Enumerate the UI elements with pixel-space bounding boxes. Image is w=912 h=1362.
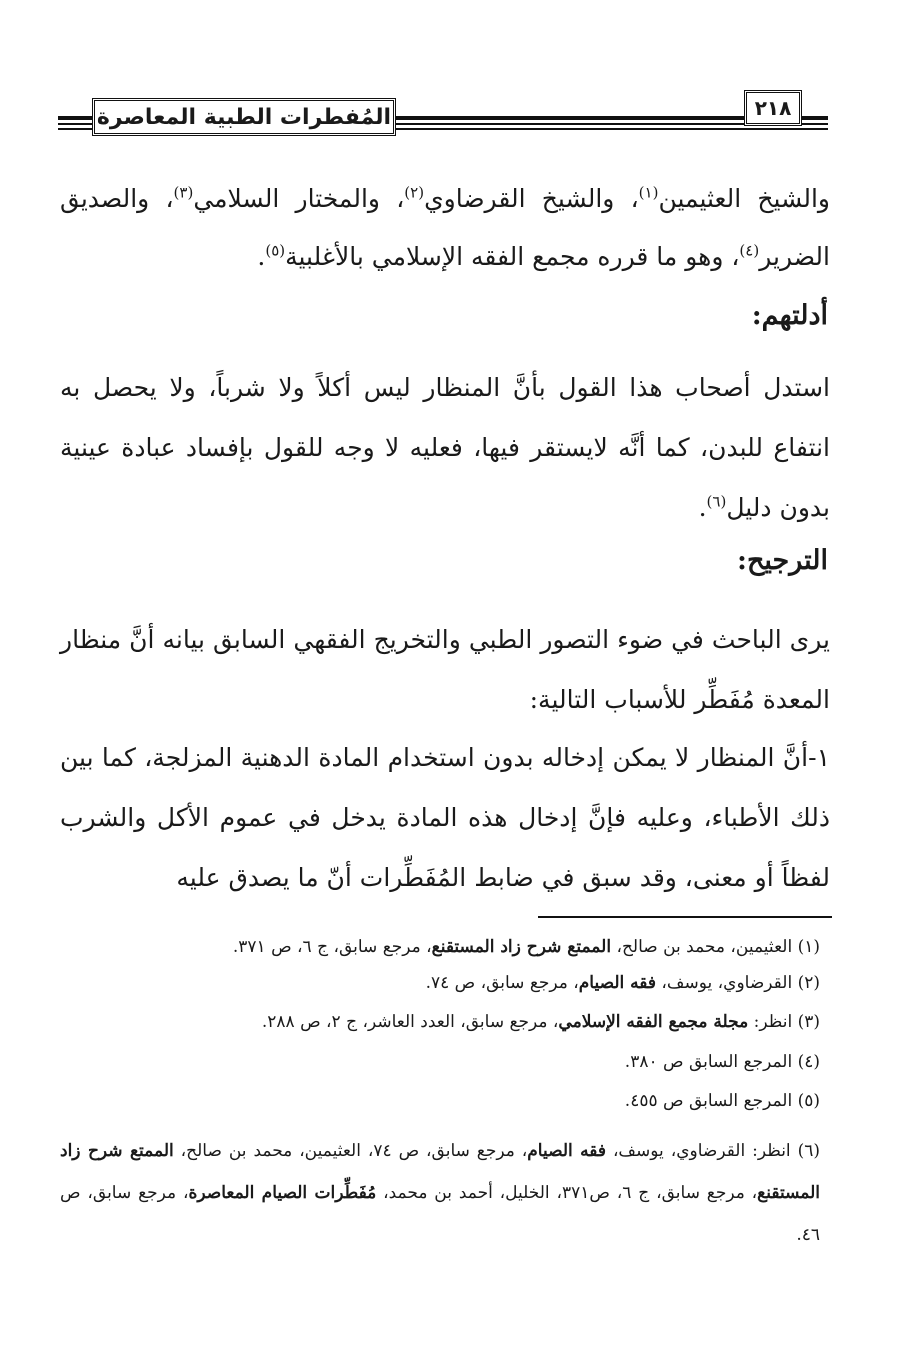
footnote-ref[interactable]: (٥) — [265, 241, 286, 260]
running-title: المُفطرات الطبية المعاصرة — [92, 98, 396, 136]
footnote-ref[interactable]: (٣) — [173, 183, 194, 202]
paragraph-scholars: والشيخ العثيمين$^{(١)}$، والشيخ القرضاوي$^{(٢)}$، والمختار السلامي$^{(٣)}$، والصديق الضرير$^{(٤)}$، وهو ما قرره مجمع الفقه الإسلامي بالأغلبية$^{(٥)}$. — [60, 183, 831, 271]
page-header — [58, 84, 828, 140]
paragraph-preference: يرى الباحث في ضوء التصور الطبي والتخريج الفقهي السابق بيانه أنَّ منظار المعدة مُفَطِّر للأسباب التالية: — [60, 625, 830, 714]
footnote-4: (٤) المرجع السابق ص ٣٨٠. — [624, 1052, 820, 1072]
footnote-ref[interactable]: (٤) — [739, 241, 760, 260]
footnote-1: (١) العثيمين، محمد بن صالح، الممتع شرح زاد المستقنع، مرجع سابق، ج ٦، ص ٣٧١. — [232, 937, 820, 957]
section-heading-evidence: أدلتهم: — [751, 300, 828, 331]
footnote-3: (٣) انظر: مجلة مجمع الفقه الإسلامي، مرجع سابق، العدد العاشر، ج ٢، ص ٢٨٨. — [261, 1012, 820, 1032]
section-heading-preference: الترجيح: — [736, 545, 828, 576]
paragraph-reason-1: ١-أنَّ المنظار لا يمكن إدخاله بدون استخدام المادة الدهنية المزلجة، كما بين ذلك الأطباء، وعليه فإنَّ إدخال هذه المادة يدخل في عموم الأكل والشرب لفظاً أو معنى، وقد سبق في ضابط المُفَطِّرات أنّ ما يصدق عليه — [60, 743, 830, 892]
footnote-separator — [538, 916, 832, 918]
page-number: ٢١٨ — [744, 90, 802, 126]
footnote-ref[interactable]: (٢) — [404, 183, 425, 202]
footnote-2: (٢) القرضاوي، يوسف، فقه الصيام، مرجع سابق، ص ٧٤. — [425, 973, 820, 993]
footnote-ref[interactable]: (١) — [638, 183, 659, 202]
footnote-5: (٥) المرجع السابق ص ٤٥٥. — [624, 1091, 820, 1111]
footnote-6: (٦) انظر: القرضاوي، يوسف، فقه الصيام، مرجع سابق، ص ٧٤، العثيمين، محمد بن صالح، الممتع شرح زاد المستقنع، مرجع سابق، ج ٦، ص٣٧١، الخليل، أحمد بن محمد، مُفَطِّرات الصيام المعاصرة، مرجع سابق، ص ٤٦. — [60, 1141, 820, 1245]
footnote-ref[interactable]: (٦) — [706, 492, 727, 511]
paragraph-evidence: استدل أصحاب هذا القول بأنَّ المنظار ليس أكلاً ولا شرباً، ولا يحصل به انتفاع للبدن، كما أنَّه لايستقر فيها، فعليه لا وجه للقول بإفساد عبادة عينية بدون دليل$^{(٦)}$. — [60, 373, 830, 522]
